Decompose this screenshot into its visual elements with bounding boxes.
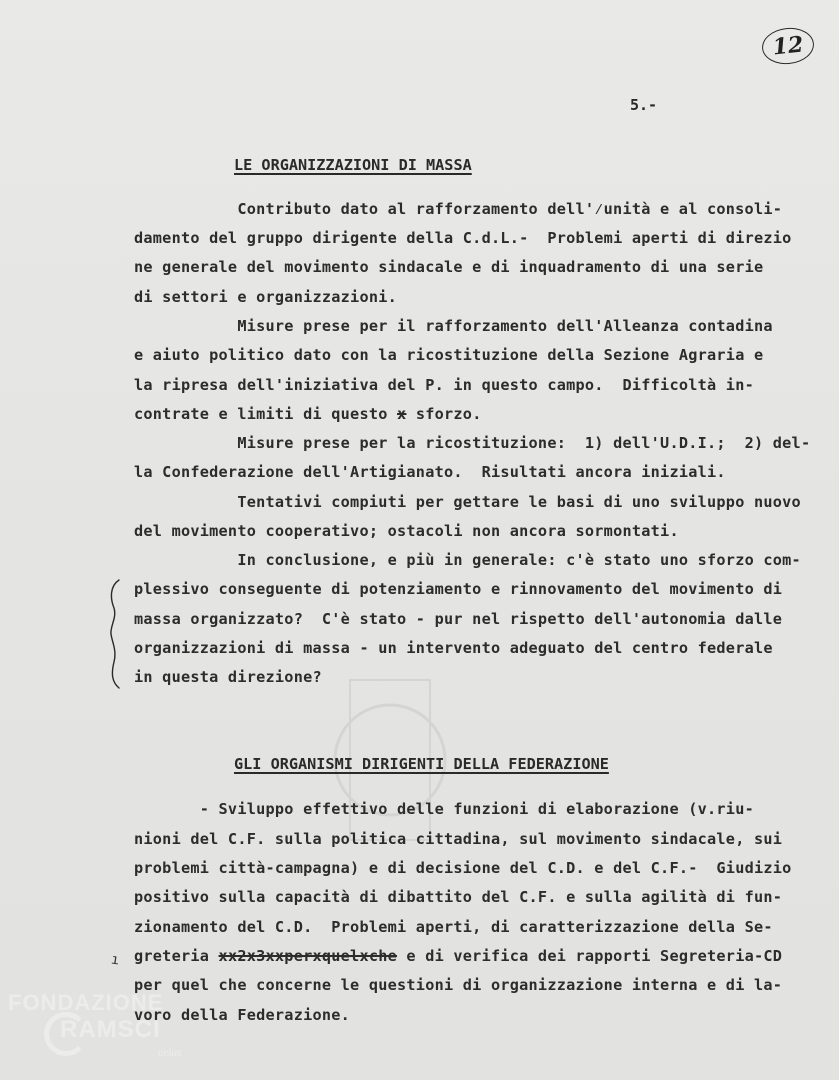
text-line: zionamento del C.D. Problemi aperti, di caratterizzazione della Se- [134,918,773,936]
text-line: di settori e organizzazioni. [134,288,398,306]
text-segment: contrate e limiti di questo [134,405,398,423]
watermark-line2: RAMSCI [60,1016,161,1043]
watermark-onlus: onlus [158,1048,182,1059]
page-number: 5.- [630,96,658,114]
text-line: In conclusione, e più in generale: c'è stato uno sforzo com- [134,551,801,569]
section-heading-organismi: GLI ORGANISMI DIRIGENTI DELLA FEDERAZIONE [234,755,609,773]
text-line [134,405,839,423]
text-segment: e di verifica dei rapporti Segreteria-CD [397,947,783,965]
text-line [134,947,839,965]
text-line: in questa direzione? [134,668,322,686]
text-line: Contributo dato al rafforzamento dell'⁄unità e al consoli- [134,200,783,218]
text-line: la Confederazione dell'Artigianato. Risultati ancora iniziali. [134,463,726,481]
struck-text: x [397,405,407,423]
text-line: la ripresa dell'iniziativa del P. in questo campo. Difficoltà in- [134,376,754,394]
archive-stamp [760,25,815,66]
text-line: - Sviluppo effettivo delle funzioni di elaborazione (v.riu- [134,800,754,818]
struck-text: xx2x3xxperxquelxche [218,947,398,965]
text-line: positivo sulla capacità di dibattito del C.F. e sulla agilità di fun- [134,888,783,906]
text-line: plessivo conseguente di potenziamento e rinnovamento del movimento di [134,580,783,598]
watermark-line1: FONDAZIONE [8,990,164,1015]
section-heading-organizzazioni: LE ORGANIZZAZIONI DI MASSA [234,156,472,174]
text-line: Tentativi compiuti per gettare le basi di uno sviluppo nuovo [134,493,801,511]
text-line: problemi città-campagna) e di decisione del C.D. e del C.F.- Giudizio [134,859,792,877]
handwritten-margin-tick: ı [109,951,121,969]
handwritten-bracket-mark [104,578,124,690]
text-line: nioni del C.F. sulla politica cittadina, sul movimento sindacale, sui [134,830,783,848]
text-segment: sforzo. [406,405,482,423]
text-line: voro della Federazione. [134,1006,351,1024]
text-line: e aiuto politico dato con la ricostituzione della Sezione Agraria e [134,346,764,364]
text-line: Misure prese per la ricostituzione: 1) dell'U.D.I.; 2) del- [134,434,811,452]
text-line: del movimento cooperativo; ostacoli non ancora sormontati. [134,522,679,540]
text-line: massa organizzato? C'è stato - pur nel rispetto dell'autonomia dalle [134,610,783,628]
fondazione-gramsci-watermark [8,990,208,1070]
stamp-number: 12 [771,31,805,61]
text-line: ne generale del movimento sindacale e di inquadramento di una serie [134,258,764,276]
text-line: organizzazioni di massa - un intervento adeguato del centro federale [134,639,773,657]
text-line: Misure prese per il rafforzamento dell'Alleanza contadina [134,317,773,335]
text-line: per quel che concerne le questioni di organizzazione interna e di la- [134,976,783,994]
text-segment: greteria [134,947,219,965]
text-line: damento del gruppo dirigente della C.d.L.- Problemi aperti di direzio [134,229,792,247]
